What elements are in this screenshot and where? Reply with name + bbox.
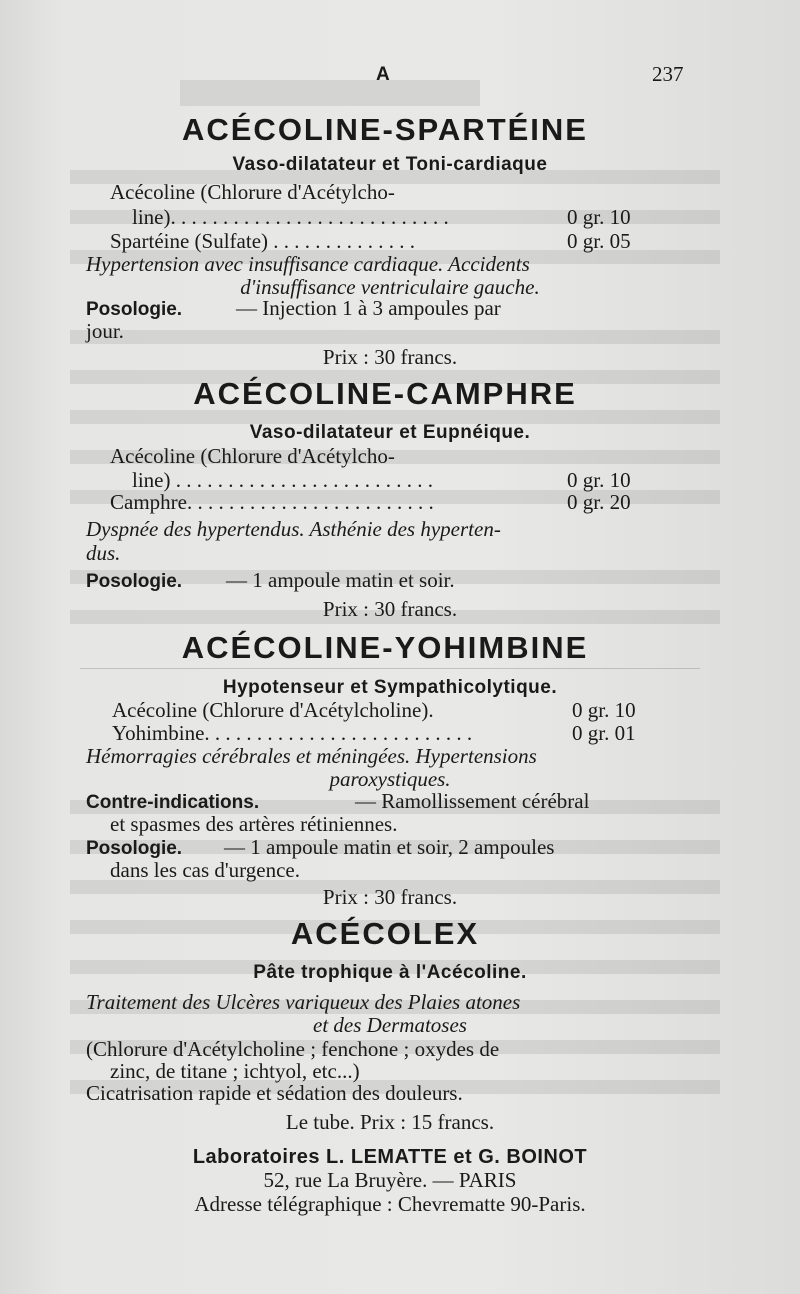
- dose-value: 0 gr. 05: [567, 229, 631, 253]
- laboratory-name: Laboratoires L. LEMATTE et G. BOINOT: [192, 1146, 588, 1168]
- posology-text: — 1 ampoule matin et soir.: [226, 568, 455, 592]
- indication-text: et des Dermatoses: [313, 1013, 467, 1037]
- product-title: ACÉCOLINE-CAMPHRE: [193, 376, 577, 411]
- composition-text: zinc, de titane ; ichtyol, etc...): [110, 1059, 360, 1083]
- posology-text: — 1 ampoule matin et soir, 2 ampoules: [224, 835, 555, 859]
- indication-text: d'insuffisance ventriculaire gauche.: [240, 275, 540, 299]
- price: Le tube. Prix : 15 francs.: [285, 1110, 495, 1134]
- composition-line: Acécoline (Chlorure d'Acétylcho-: [110, 180, 395, 204]
- composition-line: Acécoline (Chlorure d'Acétylcho-: [110, 444, 395, 468]
- composition-line: Yohimbine. . . . . . . . . . . . . . . . . . . . . . . . . .: [112, 721, 473, 745]
- price: Prix : 30 francs.: [322, 345, 458, 369]
- contraindications-text: et spasmes des artères rétiniennes.: [110, 812, 398, 836]
- product-subtitle: Hypotenseur et Sympathicolytique.: [222, 677, 558, 698]
- dose-value: 0 gr. 10: [567, 468, 631, 492]
- indication-text: Hémorragies cérébrales et méningées. Hypertensions: [86, 744, 537, 768]
- composition-line: line) . . . . . . . . . . . . . . . . . . . . . . . . .: [132, 468, 433, 492]
- price: Prix : 30 francs.: [322, 597, 458, 621]
- indication-text: Traitement des Ulcères variqueux des Plaies atones: [86, 990, 521, 1014]
- posology-text: — Injection 1 à 3 ampoules par: [236, 296, 501, 320]
- product-title: ACÉCOLEX: [290, 916, 480, 951]
- product-subtitle: Pâte trophique à l'Acécoline.: [253, 962, 527, 983]
- composition-text: (Chlorure d'Acétylcholine ; fenchone ; oxydes de: [86, 1037, 500, 1061]
- posology-label: Posologie.: [86, 299, 183, 320]
- indication-text: dus.: [86, 541, 121, 565]
- indication-text: Hypertension avec insuffisance cardiaque. Accidents: [86, 252, 530, 276]
- indication-text: Cicatrisation rapide et sédation des douleurs.: [86, 1081, 463, 1105]
- posology-text: dans les cas d'urgence.: [110, 858, 300, 882]
- indication-text: Dyspnée des hypertendus. Asthénie des hyperten-: [86, 517, 501, 541]
- separator: [80, 668, 700, 669]
- composition-line: Camphre. . . . . . . . . . . . . . . . . . . . . . . .: [110, 490, 434, 514]
- price: Prix : 30 francs.: [322, 885, 458, 909]
- composition-line: line). . . . . . . . . . . . . . . . . . . . . . . . . . .: [132, 205, 449, 229]
- dose-value: 0 gr. 10: [567, 205, 631, 229]
- contraindications-label: Contre-indications.: [86, 792, 260, 813]
- section-letter: A: [376, 64, 390, 85]
- laboratory-address: 52, rue La Bruyère. — PARIS: [263, 1168, 517, 1192]
- dose-value: 0 gr. 20: [567, 490, 631, 514]
- product-title: ACÉCOLINE-SPARTÉINE: [181, 112, 588, 147]
- posology-text: jour.: [86, 319, 124, 343]
- contraindications-text: — Ramollissement cérébral: [355, 789, 590, 813]
- indication-text: paroxystiques.: [329, 767, 451, 791]
- product-title: ACÉCOLINE-YOHIMBINE: [181, 630, 589, 665]
- page-number: 237: [652, 62, 684, 86]
- product-subtitle: Vaso-dilatateur et Eupnéique.: [249, 422, 531, 443]
- posology-label: Posologie.: [86, 838, 183, 859]
- composition-line: Spartéine (Sulfate) . . . . . . . . . . . . . .: [110, 229, 416, 253]
- product-subtitle: Vaso-dilatateur et Toni-cardiaque: [232, 154, 548, 175]
- telegraphic-address: Adresse télégraphique : Chevrematte 90-Paris.: [194, 1192, 586, 1216]
- composition-line: Acécoline (Chlorure d'Acétylcholine).: [112, 698, 434, 722]
- dose-value: 0 gr. 10: [572, 698, 636, 722]
- dose-value: 0 gr. 01: [572, 721, 636, 745]
- posology-label: Posologie.: [86, 571, 183, 592]
